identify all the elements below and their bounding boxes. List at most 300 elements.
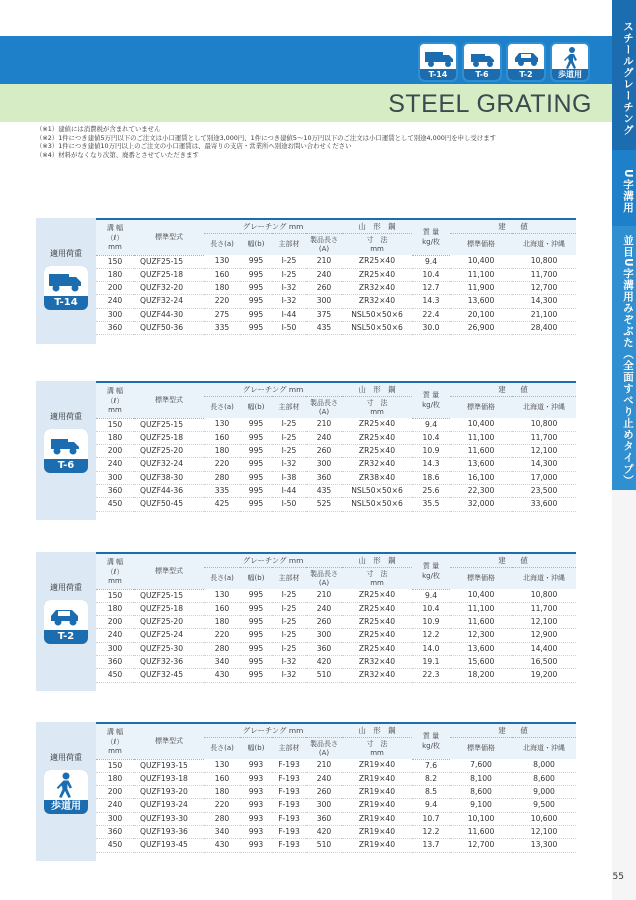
- col-dimension-header: 寸 法 mm: [342, 567, 412, 589]
- table-cell: 10,800: [512, 418, 576, 431]
- table-row: [96, 799, 576, 812]
- col-dimension-header: 寸 法 mm: [342, 233, 412, 255]
- table-cell: 15,600: [450, 655, 512, 668]
- col-width-header: 溝 幅 （ℓ） mm: [96, 219, 134, 255]
- grating-group-header: グレーチング mm: [204, 382, 342, 396]
- table-cell: 200: [96, 616, 134, 629]
- grating-group-header: グレーチング mm: [204, 723, 342, 737]
- table-cell: 12.7: [412, 282, 450, 295]
- truck-small-icon: T-6: [462, 42, 502, 82]
- col-main-member-header: 主部材: [272, 396, 306, 418]
- table-cell: 430: [204, 669, 240, 682]
- table-cell: 20,100: [450, 308, 512, 321]
- page-number: 55: [612, 872, 624, 882]
- table-cell: QUZF25-15: [134, 255, 204, 268]
- spec-section: [36, 552, 576, 691]
- table-row: [96, 498, 576, 511]
- table-cell: 180: [96, 268, 134, 281]
- col-product-length-header: 製品長さ (A): [306, 233, 342, 255]
- table-cell: I-38: [272, 471, 306, 484]
- table-row: [96, 321, 576, 334]
- table-cell: 435: [306, 321, 342, 334]
- table-cell: 11,100: [450, 431, 512, 444]
- table-cell: QUZF25-18: [134, 431, 204, 444]
- table-cell: ZR19×40: [342, 812, 412, 825]
- col-hokkaido-price-header: 北海道・沖縄: [512, 567, 576, 589]
- table-cell: 35.5: [412, 498, 450, 511]
- table-cell: 200: [96, 445, 134, 458]
- table-cell: I-25: [272, 418, 306, 431]
- table-cell: ZR25×40: [342, 418, 412, 431]
- side-tab-steel-grating: スチールグレーチング: [612, 0, 636, 150]
- table-cell: QUZF32-36: [134, 655, 204, 668]
- col-hokkaido-price-header: 北海道・沖縄: [512, 737, 576, 759]
- table-cell: 200: [96, 786, 134, 799]
- table-cell: ZR32×40: [342, 282, 412, 295]
- table-cell: 995: [240, 282, 272, 295]
- col-main-member-header: 主部材: [272, 737, 306, 759]
- col-mass-header: 質 量 kg/枚: [412, 382, 450, 418]
- pedestrian-icon: 歩道用: [550, 42, 590, 82]
- load-class-label: T-6: [57, 460, 75, 471]
- table-cell: 28,400: [512, 321, 576, 334]
- table-cell: 8,000: [512, 759, 576, 772]
- table-cell: F-193: [272, 799, 306, 812]
- table-cell: ZR32×40: [342, 669, 412, 682]
- table-cell: 13,600: [450, 295, 512, 308]
- table-cell: 10.4: [412, 602, 450, 615]
- table-cell: 10,400: [450, 255, 512, 268]
- side-tab-u-gutter: U字溝用: [612, 150, 636, 226]
- table-cell: 11,700: [512, 602, 576, 615]
- table-cell: F-193: [272, 759, 306, 772]
- table-cell: 300: [96, 642, 134, 655]
- table-cell: 300: [306, 799, 342, 812]
- col-dimension-header: 寸 法 mm: [342, 396, 412, 418]
- table-cell: I-32: [272, 669, 306, 682]
- table-cell: 150: [96, 589, 134, 602]
- table-cell: ZR25×40: [342, 431, 412, 444]
- col-std-price-header: 標準価格: [450, 396, 512, 418]
- table-cell: NSL50×50×6: [342, 321, 412, 334]
- table-cell: 130: [204, 255, 240, 268]
- table-cell: ZR25×40: [342, 589, 412, 602]
- angle-steel-group-header: 山 形 鋼: [342, 553, 412, 567]
- table-cell: 8.2: [412, 772, 450, 785]
- note-line: （※2）1件につき建値5万円以下のご注文は小口運賃として別途3,000円、1件につき建値5～10万円以下のご注文は小口運賃として別途4,000円を申し受けます: [36, 133, 496, 142]
- table-cell: 180: [204, 616, 240, 629]
- table-cell: ZR19×40: [342, 825, 412, 838]
- table-row: [96, 772, 576, 785]
- table-cell: F-193: [272, 786, 306, 799]
- table-row: [96, 839, 576, 852]
- table-cell: 260: [306, 445, 342, 458]
- col-length-header: 長さ(a): [204, 233, 240, 255]
- table-cell: 995: [240, 418, 272, 431]
- table-cell: 10.4: [412, 268, 450, 281]
- grating-group-header: グレーチング mm: [204, 219, 342, 233]
- col-main-member-header: 主部材: [272, 567, 306, 589]
- page-title: STEEL GRATING: [388, 90, 592, 118]
- col-model-header: 標準型式: [134, 553, 204, 589]
- table-cell: 220: [204, 629, 240, 642]
- table-cell: 300: [96, 812, 134, 825]
- table-cell: 995: [240, 308, 272, 321]
- table-cell: 360: [306, 812, 342, 825]
- table-cell: 240: [306, 602, 342, 615]
- table-cell: 13.7: [412, 839, 450, 852]
- table-row: [96, 669, 576, 682]
- price-group-header: 建 値: [450, 219, 576, 233]
- table-cell: 180: [96, 431, 134, 444]
- load-badge: [44, 266, 88, 310]
- table-cell: 130: [204, 418, 240, 431]
- table-cell: 240: [96, 629, 134, 642]
- table-cell: QUZF32-24: [134, 458, 204, 471]
- table-row: [96, 418, 576, 431]
- table-cell: 435: [306, 484, 342, 497]
- load-class-label: 歩道用: [51, 801, 81, 812]
- table-cell: 450: [96, 498, 134, 511]
- table-cell: 240: [96, 799, 134, 812]
- table-cell: F-193: [272, 825, 306, 838]
- table-cell: 993: [240, 759, 272, 772]
- table-cell: 430: [204, 839, 240, 852]
- table-cell: 17,000: [512, 471, 576, 484]
- table-cell: 995: [240, 669, 272, 682]
- spec-section: [36, 218, 576, 344]
- table-cell: 33,600: [512, 498, 576, 511]
- table-cell: QUZF193-15: [134, 759, 204, 772]
- table-cell: QUZF25-24: [134, 629, 204, 642]
- table-row: [96, 484, 576, 497]
- notes: [36, 125, 496, 160]
- table-cell: 9.4: [412, 589, 450, 602]
- table-cell: ZR38×40: [342, 471, 412, 484]
- table-cell: QUZF25-30: [134, 642, 204, 655]
- table-cell: I-44: [272, 484, 306, 497]
- table-cell: QUZF44-36: [134, 484, 204, 497]
- table-cell: QUZF193-20: [134, 786, 204, 799]
- table-cell: 450: [96, 839, 134, 852]
- table-cell: I-25: [272, 268, 306, 281]
- table-cell: 180: [96, 772, 134, 785]
- table-cell: QUZF193-45: [134, 839, 204, 852]
- table-cell: 360: [306, 642, 342, 655]
- col-product-length-header: 製品長さ (A): [306, 396, 342, 418]
- table-cell: QUZF193-18: [134, 772, 204, 785]
- table-cell: 180: [204, 786, 240, 799]
- table-row: [96, 786, 576, 799]
- table-cell: 19,200: [512, 669, 576, 682]
- applied-load-label: 適用荷重: [50, 583, 82, 592]
- table-cell: ZR25×40: [342, 642, 412, 655]
- table-cell: ZR25×40: [342, 445, 412, 458]
- table-cell: I-32: [272, 655, 306, 668]
- load-panel: [36, 552, 96, 691]
- load-badge: [44, 770, 88, 814]
- applied-load-label: 適用荷重: [50, 753, 82, 762]
- table-cell: 275: [204, 308, 240, 321]
- table-cell: 300: [96, 308, 134, 321]
- table-cell: 360: [96, 825, 134, 838]
- load-badge: [44, 429, 88, 473]
- table-cell: 130: [204, 759, 240, 772]
- table-cell: QUZF193-36: [134, 825, 204, 838]
- applied-load-label: 適用荷重: [50, 412, 82, 421]
- table-cell: 130: [204, 589, 240, 602]
- table-cell: 10,800: [512, 255, 576, 268]
- table-cell: 993: [240, 825, 272, 838]
- angle-steel-group-header: 山 形 鋼: [342, 723, 412, 737]
- col-breadth-header: 幅(b): [240, 396, 272, 418]
- table-cell: 9.4: [412, 255, 450, 268]
- table-cell: 12,700: [512, 282, 576, 295]
- table-row: [96, 589, 576, 602]
- price-group-header: 建 値: [450, 723, 576, 737]
- table-row: [96, 825, 576, 838]
- table-cell: 993: [240, 839, 272, 852]
- table-cell: 240: [306, 431, 342, 444]
- table-cell: QUZF193-30: [134, 812, 204, 825]
- col-mass-header: 質 量 kg/枚: [412, 219, 450, 255]
- table-cell: 16,100: [450, 471, 512, 484]
- table-cell: 360: [96, 655, 134, 668]
- spec-table: [96, 218, 576, 335]
- table-cell: 22,300: [450, 484, 512, 497]
- table-cell: 21,100: [512, 308, 576, 321]
- table-cell: QUZF32-20: [134, 282, 204, 295]
- table-cell: 8.5: [412, 786, 450, 799]
- table-cell: 420: [306, 825, 342, 838]
- table-cell: 160: [204, 602, 240, 615]
- table-cell: QUZF44-30: [134, 308, 204, 321]
- table-cell: 995: [240, 616, 272, 629]
- table-cell: 240: [96, 295, 134, 308]
- table-cell: 10.7: [412, 812, 450, 825]
- col-width-header: 溝 幅 （ℓ） mm: [96, 723, 134, 759]
- table-cell: ZR25×40: [342, 255, 412, 268]
- table-cell: ZR19×40: [342, 839, 412, 852]
- table-cell: 22.4: [412, 308, 450, 321]
- table-cell: 14.3: [412, 295, 450, 308]
- table-cell: 11,700: [512, 268, 576, 281]
- table-cell: I-50: [272, 321, 306, 334]
- table-cell: 360: [306, 471, 342, 484]
- table-cell: 995: [240, 602, 272, 615]
- note-line: （※4）材料がなくなり次第、廃番とさせていただきます: [36, 151, 199, 160]
- table-cell: 300: [306, 295, 342, 308]
- table-cell: 995: [240, 321, 272, 334]
- col-breadth-header: 幅(b): [240, 737, 272, 759]
- table-cell: 150: [96, 255, 134, 268]
- col-main-member-header: 主部材: [272, 233, 306, 255]
- col-product-length-header: 製品長さ (A): [306, 737, 342, 759]
- table-cell: 10,400: [450, 418, 512, 431]
- table-cell: 210: [306, 759, 342, 772]
- table-cell: ZR32×40: [342, 295, 412, 308]
- table-cell: 180: [204, 445, 240, 458]
- table-cell: 995: [240, 589, 272, 602]
- table-cell: ZR19×40: [342, 786, 412, 799]
- table-cell: 12.2: [412, 629, 450, 642]
- table-cell: 23,500: [512, 484, 576, 497]
- table-cell: 995: [240, 431, 272, 444]
- table-cell: 10,100: [450, 812, 512, 825]
- load-badge: [44, 600, 88, 644]
- table-cell: QUZF50-45: [134, 498, 204, 511]
- table-cell: 11,600: [450, 616, 512, 629]
- table-cell: 220: [204, 458, 240, 471]
- table-cell: F-193: [272, 839, 306, 852]
- table-cell: 12,300: [450, 629, 512, 642]
- table-cell: 14.3: [412, 458, 450, 471]
- col-breadth-header: 幅(b): [240, 567, 272, 589]
- table-cell: ZR25×40: [342, 629, 412, 642]
- table-row: [96, 308, 576, 321]
- spec-section: [36, 722, 576, 861]
- col-hokkaido-price-header: 北海道・沖縄: [512, 233, 576, 255]
- table-cell: 11,600: [450, 445, 512, 458]
- load-panel: [36, 722, 96, 861]
- table-row: [96, 458, 576, 471]
- table-cell: 280: [204, 812, 240, 825]
- table-cell: 11,100: [450, 268, 512, 281]
- table-cell: 340: [204, 825, 240, 838]
- table-cell: 300: [306, 629, 342, 642]
- table-cell: ZR32×40: [342, 655, 412, 668]
- col-model-header: 標準型式: [134, 219, 204, 255]
- table-cell: 9.4: [412, 799, 450, 812]
- load-icons: [418, 42, 590, 82]
- table-row: [96, 759, 576, 772]
- table-cell: 240: [306, 772, 342, 785]
- table-cell: 7,600: [450, 759, 512, 772]
- table-cell: I-25: [272, 602, 306, 615]
- table-cell: 10,600: [512, 812, 576, 825]
- table-cell: NSL50×50×6: [342, 484, 412, 497]
- table-cell: NSL50×50×6: [342, 498, 412, 511]
- table-row: [96, 642, 576, 655]
- table-cell: ZR25×40: [342, 268, 412, 281]
- table-cell: 12,100: [512, 445, 576, 458]
- table-cell: 240: [306, 268, 342, 281]
- table-cell: 260: [306, 786, 342, 799]
- table-cell: QUZF193-24: [134, 799, 204, 812]
- table-row: [96, 471, 576, 484]
- table-cell: 160: [204, 268, 240, 281]
- table-cell: 993: [240, 786, 272, 799]
- note-line: （※3）1件につき建値10万円以上のご注文の小口運賃は、最寄りの支店・営業所へ別途お問い合わせください: [36, 142, 352, 151]
- load-panel: [36, 218, 96, 344]
- table-cell: ZR25×40: [342, 602, 412, 615]
- table-row: [96, 282, 576, 295]
- table-cell: 995: [240, 471, 272, 484]
- col-std-price-header: 標準価格: [450, 233, 512, 255]
- table-cell: 25.6: [412, 484, 450, 497]
- table-cell: I-25: [272, 629, 306, 642]
- col-width-header: 溝 幅 （ℓ） mm: [96, 382, 134, 418]
- table-cell: 14,300: [512, 458, 576, 471]
- applied-load-label: 適用荷重: [50, 249, 82, 258]
- table-cell: 220: [204, 799, 240, 812]
- table-cell: 16,500: [512, 655, 576, 668]
- table-cell: 13,300: [512, 839, 576, 852]
- col-dimension-header: 寸 法 mm: [342, 737, 412, 759]
- spec-table: [96, 722, 576, 853]
- col-length-header: 長さ(a): [204, 737, 240, 759]
- note-line: （※1）建値には消費税が含まれていません: [36, 125, 161, 133]
- table-cell: I-25: [272, 445, 306, 458]
- col-mass-header: 質 量 kg/枚: [412, 553, 450, 589]
- table-cell: 12,100: [512, 825, 576, 838]
- table-cell: QUZF25-20: [134, 445, 204, 458]
- table-cell: 260: [306, 616, 342, 629]
- table-cell: F-193: [272, 772, 306, 785]
- table-cell: 993: [240, 799, 272, 812]
- table-cell: 375: [306, 308, 342, 321]
- table-cell: 14,400: [512, 642, 576, 655]
- table-row: [96, 616, 576, 629]
- table-cell: 995: [240, 268, 272, 281]
- table-cell: 995: [240, 458, 272, 471]
- table-cell: QUZF25-18: [134, 602, 204, 615]
- table-cell: 18.6: [412, 471, 450, 484]
- table-cell: 280: [204, 471, 240, 484]
- table-cell: 993: [240, 812, 272, 825]
- table-row: [96, 255, 576, 268]
- table-cell: I-32: [272, 295, 306, 308]
- table-cell: I-25: [272, 255, 306, 268]
- load-class-label: T-14: [54, 297, 78, 308]
- col-width-header: 溝 幅 （ℓ） mm: [96, 553, 134, 589]
- table-cell: 8,100: [450, 772, 512, 785]
- table-cell: 9,000: [512, 786, 576, 799]
- table-cell: QUZF38-30: [134, 471, 204, 484]
- table-cell: 10.9: [412, 445, 450, 458]
- table-cell: 995: [240, 642, 272, 655]
- table-cell: QUZF50-36: [134, 321, 204, 334]
- table-cell: QUZF32-24: [134, 295, 204, 308]
- table-cell: 14,300: [512, 295, 576, 308]
- table-cell: 300: [306, 458, 342, 471]
- table-cell: 8,600: [450, 786, 512, 799]
- col-model-header: 標準型式: [134, 382, 204, 418]
- table-cell: 10,800: [512, 589, 576, 602]
- table-cell: 240: [96, 458, 134, 471]
- table-cell: 425: [204, 498, 240, 511]
- table-cell: QUZF25-20: [134, 616, 204, 629]
- table-cell: 9,100: [450, 799, 512, 812]
- table-cell: 18,200: [450, 669, 512, 682]
- table-row: [96, 268, 576, 281]
- col-mass-header: 質 量 kg/枚: [412, 723, 450, 759]
- table-cell: 11,600: [450, 825, 512, 838]
- table-cell: I-50: [272, 498, 306, 511]
- table-cell: I-44: [272, 308, 306, 321]
- table-cell: 7.6: [412, 759, 450, 772]
- col-model-header: 標準型式: [134, 723, 204, 759]
- price-group-header: 建 値: [450, 553, 576, 567]
- col-length-header: 長さ(a): [204, 396, 240, 418]
- table-cell: ZR19×40: [342, 772, 412, 785]
- table-cell: 995: [240, 484, 272, 497]
- table-row: [96, 629, 576, 642]
- table-row: [96, 655, 576, 668]
- table-cell: 180: [204, 282, 240, 295]
- spec-section: [36, 381, 576, 520]
- table-cell: 22.3: [412, 669, 450, 682]
